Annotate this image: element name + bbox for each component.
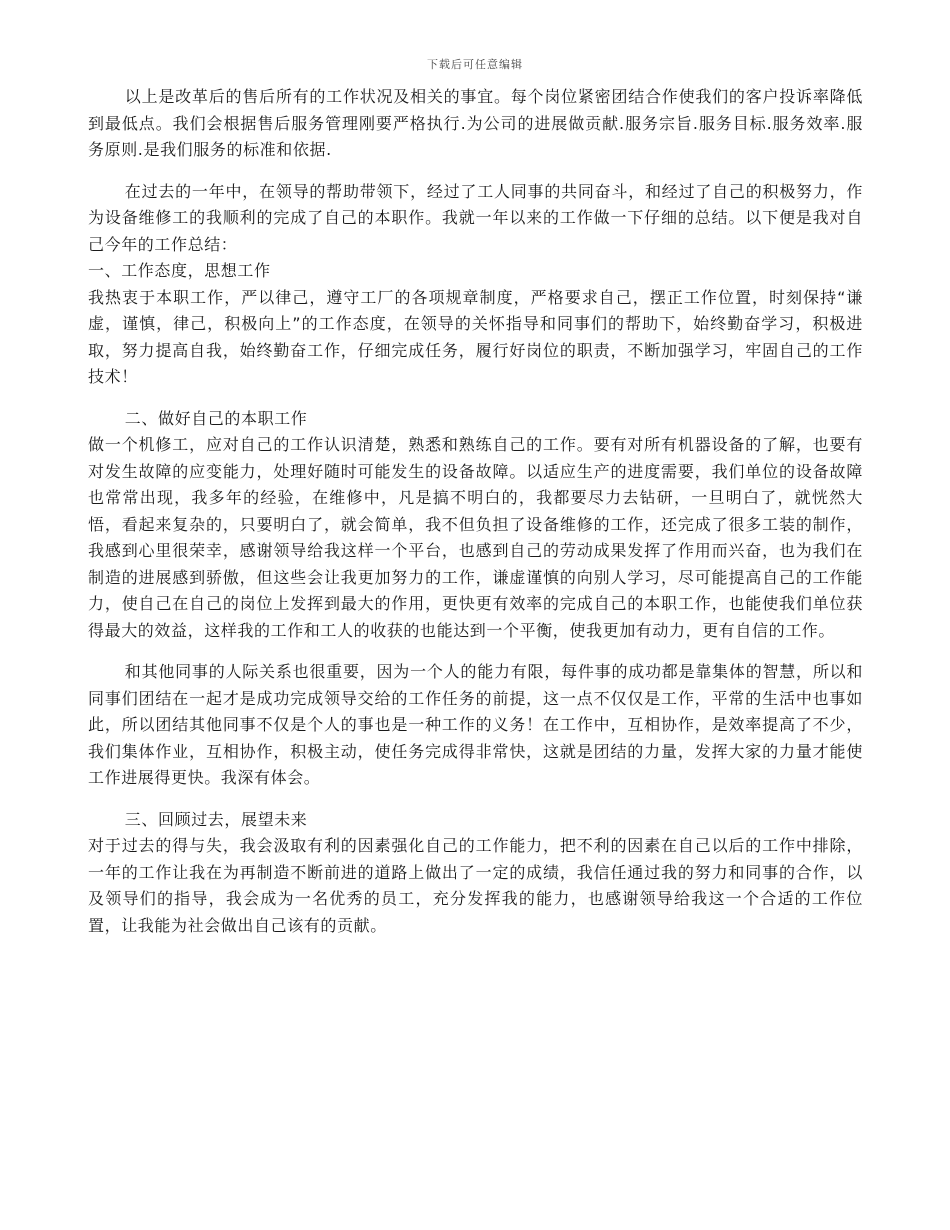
paragraph-intro: 以上是改革后的售后所有的工作状况及相关的事宜。每个岗位紧密团结合作使我们的客户投诉率降低到最低点。我们会根据售后服务管理刚要严格执行.为公司的进展做贡献.服务宗旨.服务目标.服务效率.服务原则.是我们服务的标准和依据. xyxy=(88,87,863,159)
paragraph-section-2: 做一个机修工，应对自己的工作认识清楚，熟悉和熟练自己的工作。要有对所有机器设备的了解，也要有对发生故障的应变能力，处理好随时可能发生的设备故障。以适应生产的进度需要，我们单位的设备故障也常常出现，我多年的经验，在维修中，凡是搞不明白的，我都要尽力去钻研，一旦明白了，就恍然大悟，看起来复杂的，只要明白了，就会简单，我不但负担了设备维修的工作，还完成了很多工装的制作，我感到心里很荣幸，感谢领导给我这样一个平台，也感到自己的劳动成果发挥了作用而兴奋，也为我们在制造的进展感到骄傲，但这些会让我更加努力的工作，谦虚谨慎的向别人学习，尽可能提高自己的工作能力，使自己在自己的岗位上发挥到最大的作用，更快更有效率的完成自己的本职工作，也能使我们单位获得最大的效益，这样我的工作和工人的收获的也能达到一个平衡，使我更加有动力，更有自信的工作。 xyxy=(88,435,863,640)
page-header: 下载后可任意编辑 xyxy=(427,58,523,71)
section-heading-1: 一、工作态度，思想工作 xyxy=(88,261,271,280)
paragraph-colleagues: 和其他同事的人际关系也很重要，因为一个人的能力有限，每件事的成功都是靠集体的智慧，所以和同事们团结在一起才是成功完成领导交给的工作任务的前提，这一点不仅仅是工作，平常的生活中也事如此，所以团结其他同事不仅是个人的事也是一种工作的义务！在工作中，互相协作，是效率提高了不少，我们集体作业，互相协作，积极主动，使任务完成得非常快，这就是团结的力量，发挥大家的力量才能使工作进展得更快。我深有体会。 xyxy=(88,662,863,787)
paragraph-summary-intro: 在过去的一年中，在领导的帮助带领下，经过了工人同事的共同奋斗，和经过了自己的积极努力，作为设备维修工的我顺利的完成了自己的本职作。我就一年以来的工作做一下仔细的总结。以下便是我对自己今年的工作总结： xyxy=(88,181,863,254)
document-body xyxy=(88,84,863,939)
section-heading-3: 三、回顾过去，展望未来 xyxy=(124,809,308,829)
section-heading-2: 二、做好自己的本职工作 xyxy=(124,408,308,428)
paragraph-section-3: 对于过去的得与失，我会汲取有利的因素强化自己的工作能力，把不利的因素在自己以后的工作中排除，一年的工作让我在为再制造不断前进的道路上做出了一定的成绩，我信任通过我的努力和同事的合作，以及领导们的指导，我会成为一名优秀的员工，充分发挥我的能力，也感谢领导给我这一个合适的工作位置，让我能为社会做出自己该有的贡献。 xyxy=(88,836,863,935)
paragraph-section-1: 我热衷于本职工作，严以律己，遵守工厂的各项规章制度，严格要求自己，摆正工作位置，时刻保持“谦虚，谨慎，律己，积极向上”的工作态度，在领导的关怀指导和同事们的帮助下，始终勤奋学习，积极进取，努力提高自我，始终勤奋工作，仔细完成任务，履行好岗位的职责，不断加强学习，牢固自己的工作技术！ xyxy=(88,287,863,386)
